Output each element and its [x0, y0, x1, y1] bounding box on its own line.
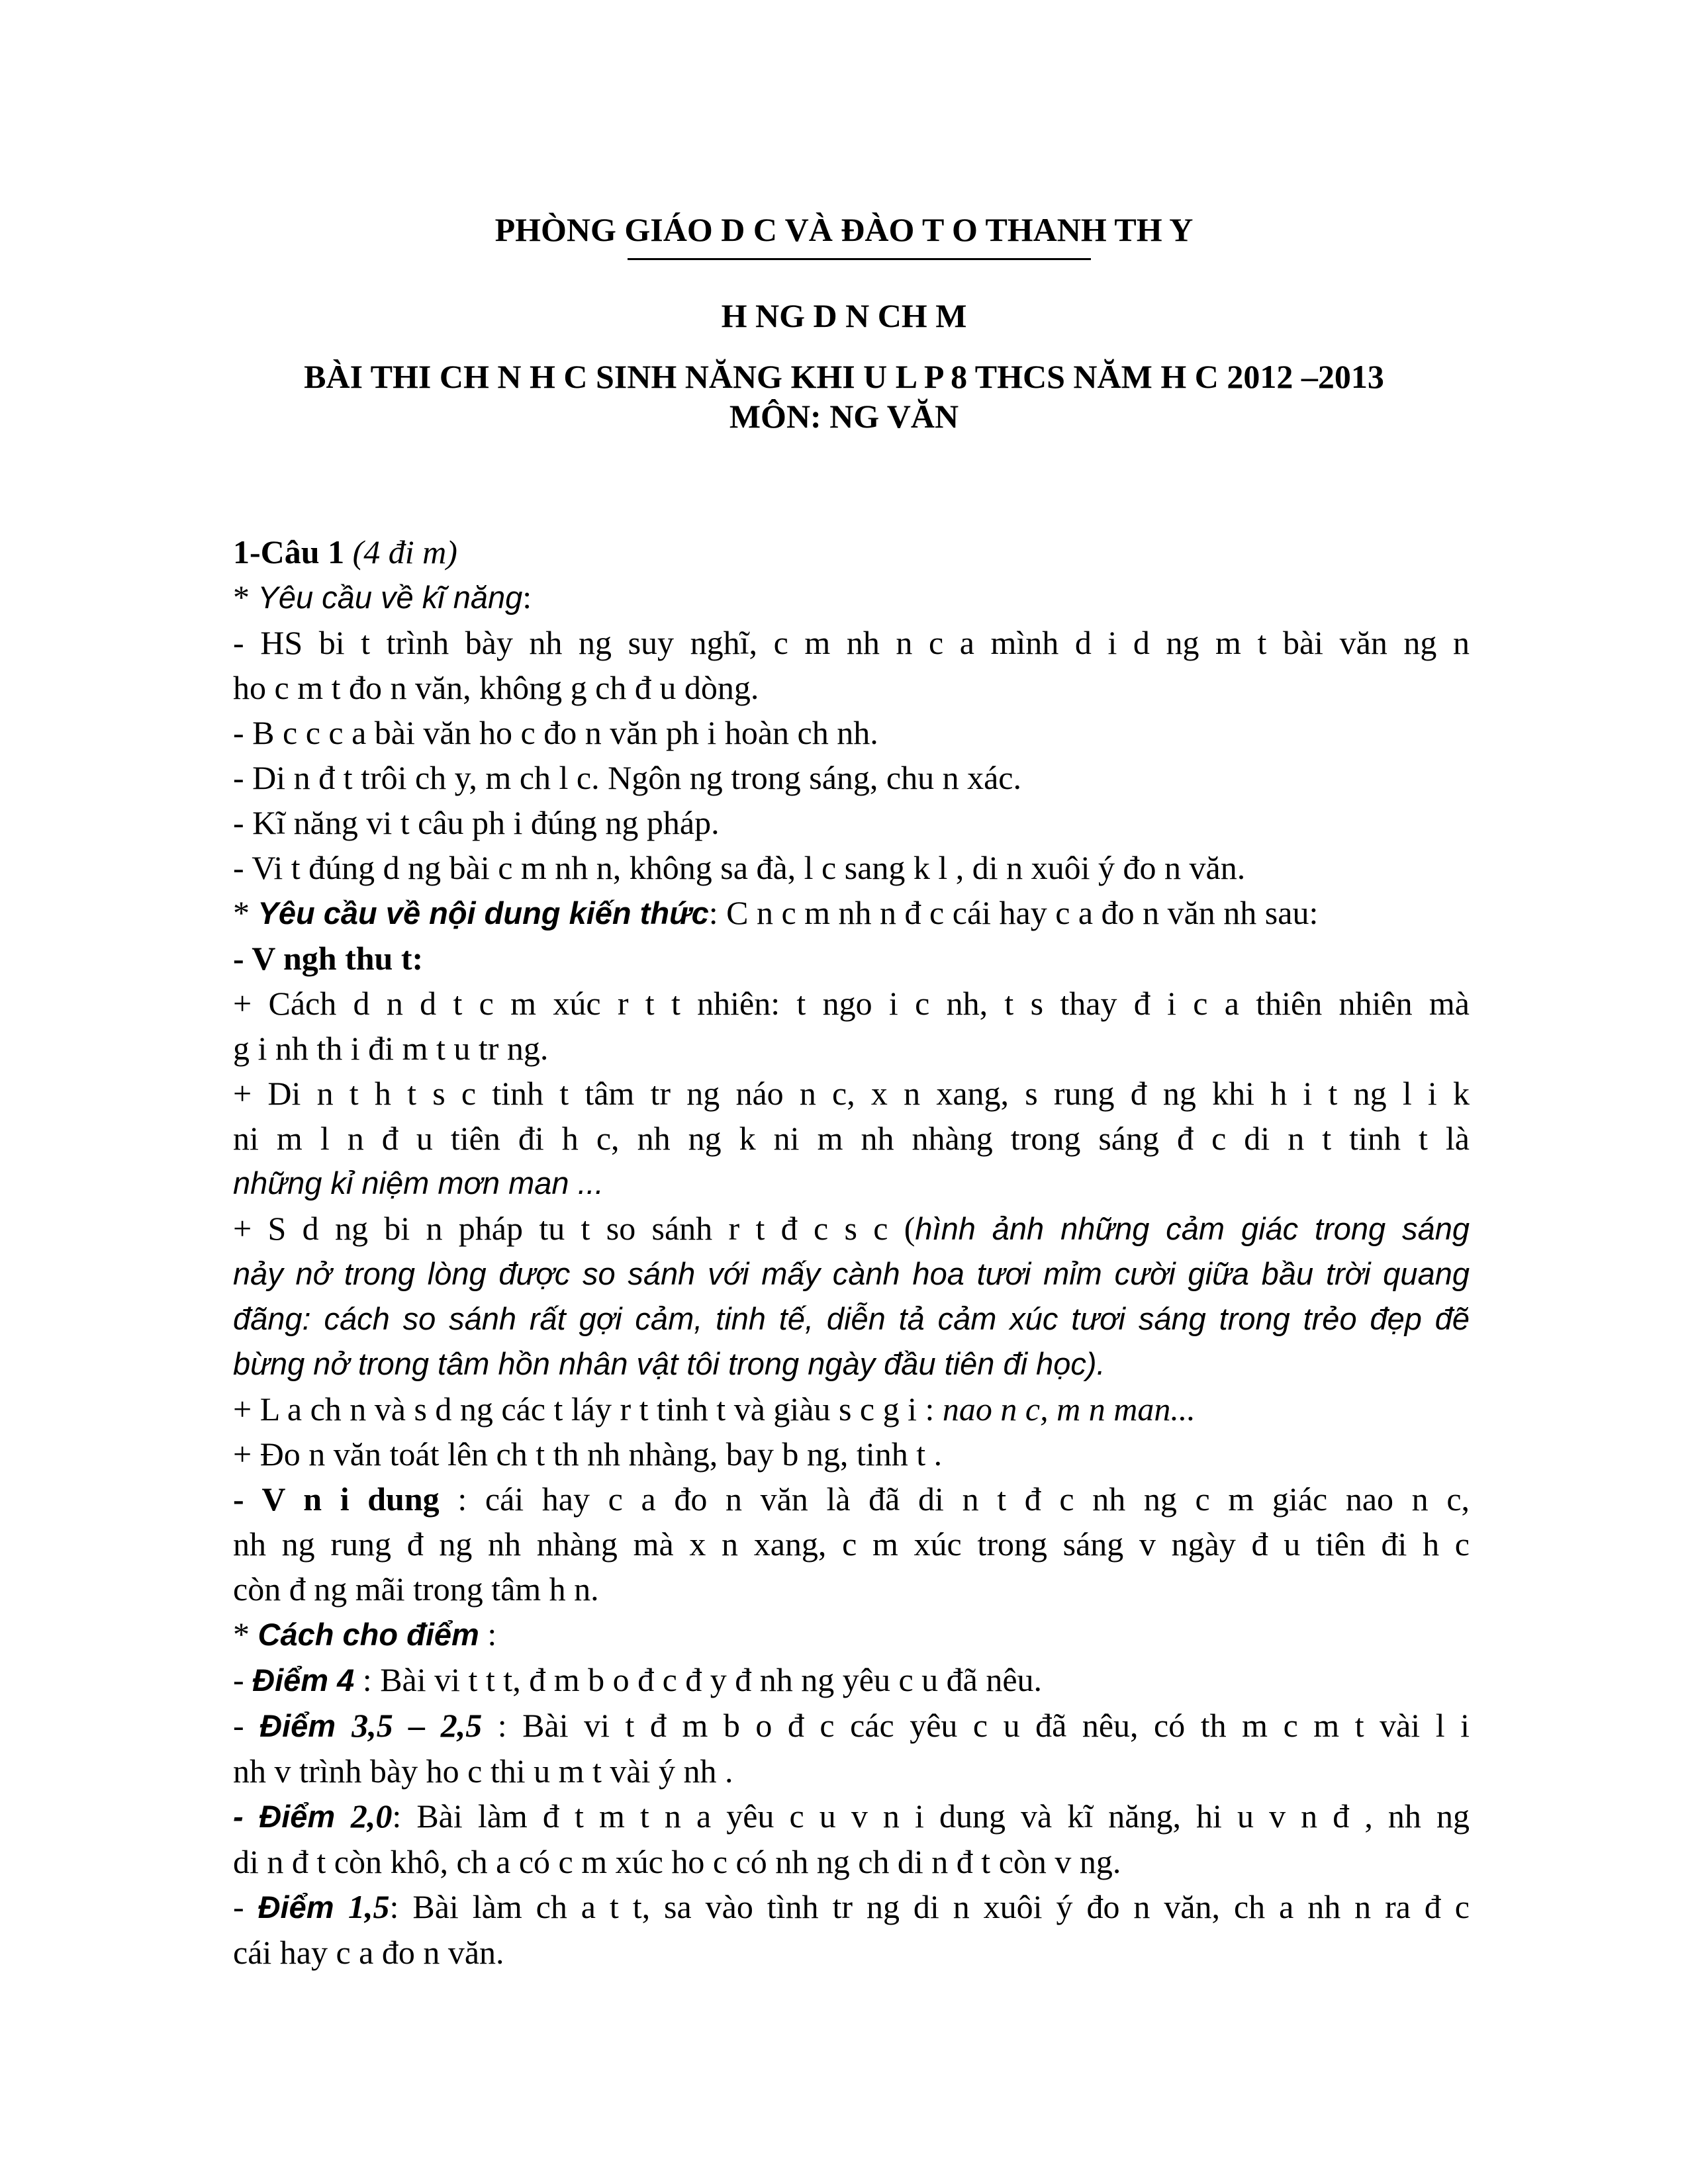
art-line: + S d ng bi n pháp tu t so sánh r t đ c s c (hình ảnh những cảm giác trong sáng — [233, 1210, 1470, 1247]
skills-heading: * Yêu cầu về kĩ năng: — [233, 578, 532, 615]
art-line: g i nh th i đi m t u tr ng. — [233, 1030, 549, 1067]
heading-underline — [628, 258, 1091, 260]
art-line: nảy nở trong lòng được so sánh với mấy cành hoa tươi mỉm cười giữa bầu trời quang — [233, 1256, 1470, 1291]
score-line: nh v trình bày ho c thi u m t vài ý nh . — [233, 1752, 733, 1790]
score-line: cái hay c a đo n văn. — [233, 1934, 504, 1971]
score-line: di n đ t còn khô, ch a có c m xúc ho c có nh ng ch di n đ t còn v ng. — [233, 1843, 1121, 1880]
score-line: - Điểm 3,5 – 2,5 : Bài vi t đ m b o đ c các yêu c u đã nêu, có th m c m t vài l i — [233, 1707, 1470, 1744]
skills-line: - Vi t đúng d ng bài c m nh n, không sa đà, l c sang k l , di n xuôi ý đo n văn. — [233, 849, 1246, 886]
art-line: + Cách d n d t c m xúc r t t nhiên: t ngo i c nh, t s thay đ i c a thiên nhiên mà — [233, 985, 1470, 1022]
art-line: + Đo n văn toát lên ch t th nh nhàng, bay b ng, tinh t . — [233, 1435, 943, 1473]
skills-line: - B c c c a bài văn ho c đo n văn ph i hoàn ch nh. — [233, 714, 878, 751]
content-line: - V n i dung : cái hay c a đo n văn là đã di n t đ c nh ng c m giác nao n c, — [233, 1480, 1470, 1518]
art-line: + Di n t h t s c tinh t tâm tr ng náo n c, x n xang, s rung đ ng khi h i t ng l i k — [233, 1075, 1470, 1112]
scoring-heading: * Cách cho điểm : — [233, 1615, 497, 1653]
question-heading: 1-Câu 1 (4 đi m) — [233, 533, 457, 570]
score-line: - Điểm 4 : Bài vi t t t, đ m b o đ c đ y đ nh ng yêu c u đã nêu. — [233, 1661, 1043, 1698]
document-body — [233, 529, 1470, 1975]
art-line: + L a ch n và s d ng các t láy r t tinh t và giàu s c g i : nao n c, m n man... — [233, 1390, 1196, 1428]
skills-line: ho c m t đo n văn, không g ch đ u dòng. — [233, 669, 759, 706]
art-line: những kỉ niệm mơn man ... — [233, 1165, 604, 1201]
art-line: đãng: cách so sánh rất gợi cảm, tinh tế, diễn tả cảm xúc tươi sáng trong trẻo đẹp đẽ — [233, 1301, 1470, 1336]
skills-line: - Di n đ t trôi ch y, m ch l c. Ngôn ng trong sáng, chu n xác. — [233, 759, 1021, 796]
content-line: còn đ ng mãi trong tâm h n. — [233, 1570, 599, 1608]
score-line: - Điểm 2,0: Bài làm đ t m t n a yêu c u v n i dung và kĩ năng, hi u v n đ , nh ng — [233, 1797, 1470, 1835]
skills-line: - Kĩ năng vi t câu ph i đúng ng pháp. — [233, 804, 720, 841]
score-line: - Điểm 1,5: Bài làm ch a t t, sa vào tình tr ng di n xuôi ý đo n văn, ch a nh n ra đ c — [233, 1888, 1470, 1925]
art-line: bừng nở trong tâm hồn nhân vật tôi trong ngày đầu tiên đi học). — [233, 1346, 1105, 1381]
skills-line: - HS bi t trình bày nh ng suy nghĩ, c m nh n c a mình d i d ng m t bài văn ng n — [233, 624, 1470, 661]
art-heading: - V ngh thu t: — [233, 940, 424, 977]
subject-title: MÔN: NG VĂN — [729, 398, 959, 435]
art-line: ni m l n đ u tiên đi h c, nh ng k ni m nh nhàng trong sáng đ c di n t tinh t là — [233, 1120, 1470, 1157]
content-heading: * Yêu cầu về nội dung kiến thức: C n c m nh n đ c cái hay c a đo n văn nh sau: — [233, 894, 1319, 931]
department-heading: PHÒNG GIÁO D C VÀ ĐÀO T O THANH TH Y — [494, 211, 1194, 248]
exam-title: BÀI THI CH N H C SINH NĂNG KHI U L P 8 THCS NĂM H C 2012 –2013 — [304, 358, 1384, 395]
guide-title: H NG D N CH M — [721, 297, 967, 334]
content-line: nh ng rung đ ng nh nhàng mà x n xang, c m xúc trong sáng v ngày đ u tiên đi h c — [233, 1525, 1470, 1563]
